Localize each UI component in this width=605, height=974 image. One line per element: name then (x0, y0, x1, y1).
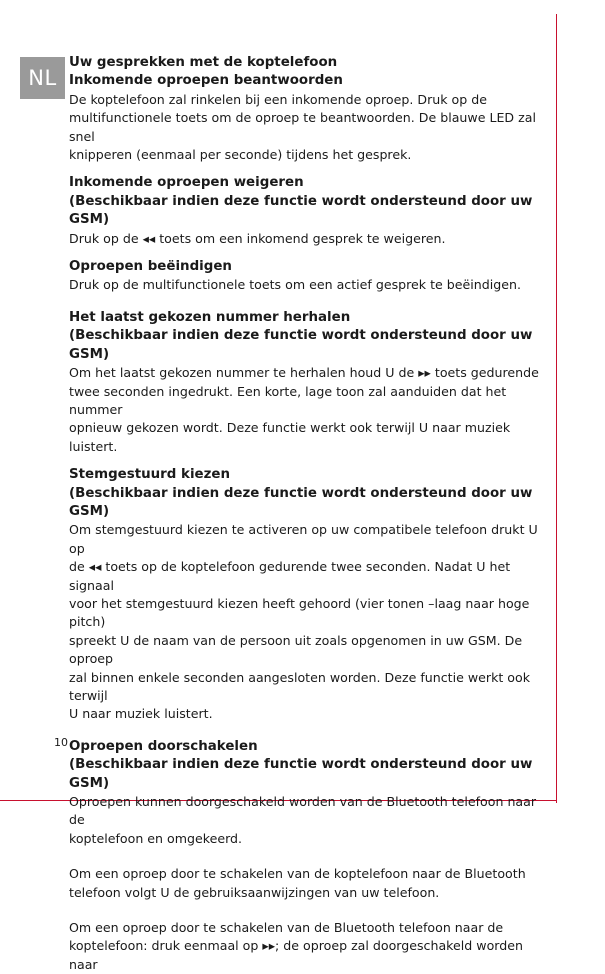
section-title: Oproepen beëindigen (69, 259, 232, 275)
body-line: De koptelefoon zal rinkelen bij een inkomende oproep. Druk op de (69, 91, 487, 107)
body-line: opnieuw gekozen wordt. Deze functie werkt ook terwijl U naar muziek luistert. (69, 420, 511, 454)
section-title: Stemgestuurd kiezen (69, 467, 231, 483)
availability-note: (Beschikbaar indien deze functie wordt ondersteund door uw GSM) (69, 328, 533, 362)
body-line: Om stemgestuurd kiezen te activeren op uw compatibele telefoon drukt U op (69, 522, 538, 556)
section-title: Uw gesprekken met de koptelefoon (69, 55, 338, 70)
availability-note: (Beschikbaar indien deze functie wordt ondersteund door uw GSM) (69, 193, 533, 228)
body-line: knipperen (eenmaal per seconde) tijdens het gesprek. (69, 147, 412, 163)
section-title: Oproepen doorschakelen (69, 738, 258, 754)
body-line: U naar muziek luistert. (69, 706, 213, 722)
availability-note: (Beschikbaar indien deze functie wordt ondersteund door uw GSM) (69, 757, 533, 791)
body-line: voor het stemgestuurd kiezen heeft gehoord (vier tonen –laag naar hoge pitch) (69, 595, 530, 630)
body-line: de ◂◂ toets op de koptelefoon gedurende twee seconden. Nadat U het signaal (69, 559, 511, 593)
body-line: Oproepen kunnen doorgeschakeld worden van de Bluetooth telefoon naar de (69, 794, 537, 828)
body-line: Druk op de ◂◂ toets om een inkomend gesprek te weigeren. (69, 230, 446, 246)
body-line: zal binnen enkele seconden aangesloten worden. Deze functie werkt ook terwijl (69, 669, 531, 703)
body-line: multifunctionele toets om de oproep te beantwoorden. De blauwe LED zal snel (69, 110, 536, 144)
body-line: spreekt U de naam van de persoon uit zoals opgenomen in uw GSM. De oproep (69, 632, 523, 667)
manual-body (69, 54, 547, 974)
body-line: Om het laatst gekozen nummer te herhalen houd U de ▸▸ toets gedurende (69, 365, 539, 381)
body-line: telefoon volgt U de gebruiksaanwijzingen van uw telefoon. (69, 884, 440, 900)
body-line: Om een oproep door te schakelen van de koptelefoon naar de Bluetooth (69, 866, 526, 882)
body-line: Om een oproep door te schakelen van de Bluetooth telefoon naar de (69, 920, 504, 936)
page-number: 10 (54, 736, 68, 749)
section-title: Inkomende oproepen weigeren (69, 175, 304, 191)
body-line: twee seconden ingedrukt. Een korte, lage toon zal aanduiden dat het nummer (69, 383, 507, 417)
language-badge: NL (20, 57, 65, 99)
availability-note: (Beschikbaar indien deze functie wordt ondersteund door uw GSM) (69, 485, 533, 519)
section-title: Het laatst gekozen nummer herhalen (69, 309, 351, 325)
body-line: koptelefoon: druk eenmaal op ▸▸; de oproep zal doorgeschakeld worden naar (69, 938, 523, 972)
page-border-right (556, 14, 557, 803)
body-line: Druk op de multifunctionele toets om een actief gesprek te beëindigen. (69, 277, 521, 293)
body-line: koptelefoon en omgekeerd. (69, 830, 243, 846)
section-subtitle: Inkomende oproepen beantwoorden (69, 73, 343, 89)
